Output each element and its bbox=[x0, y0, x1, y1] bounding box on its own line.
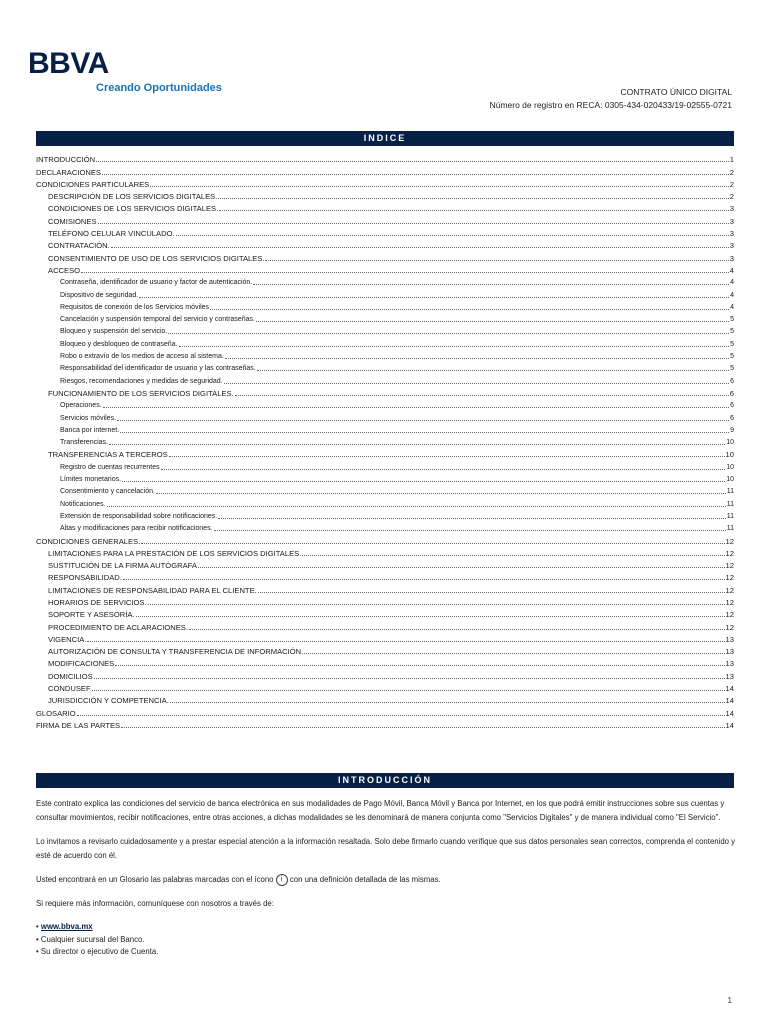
toc-leader-dots bbox=[120, 431, 729, 433]
toc-entry-page: 11 bbox=[726, 500, 734, 508]
toc-leader-dots bbox=[117, 419, 729, 421]
toc-entry[interactable] bbox=[36, 214, 734, 226]
toc-entry-title: Bloqueo y desbloqueo de contraseña. bbox=[60, 340, 178, 348]
index-title-bar: INDICE bbox=[36, 131, 734, 146]
toc-entry-title: Riesgos, recomendaciones y medidas de seguridad. bbox=[60, 377, 223, 385]
toc-entry[interactable] bbox=[36, 190, 734, 202]
toc-entry-title: Dispositivo de seguridad. bbox=[60, 291, 139, 299]
toc-entry-page: 12 bbox=[725, 585, 734, 595]
toc-entry-page: 13 bbox=[725, 647, 734, 657]
toc-leader-dots bbox=[115, 664, 724, 666]
page-number: 1 bbox=[727, 996, 732, 1005]
toc-entry[interactable] bbox=[36, 657, 734, 669]
toc-entry-page: 14 bbox=[725, 696, 734, 706]
toc-leader-dots bbox=[168, 332, 729, 334]
toc-entry-title: TRANSFERENCIAS A TERCEROS bbox=[48, 450, 168, 460]
toc-entry-title: CONDICIONES PARTICULARES bbox=[36, 179, 150, 189]
toc-entry[interactable] bbox=[36, 473, 734, 485]
toc-entry[interactable] bbox=[36, 559, 734, 571]
toc-entry[interactable] bbox=[36, 633, 734, 645]
toc-entry-title: CONDUSEF bbox=[48, 684, 91, 694]
logo-wordmark: BBVA bbox=[28, 47, 109, 80]
toc-entry-title: DOMICILIOS bbox=[48, 671, 93, 681]
toc-entry-page: 2 bbox=[729, 179, 734, 189]
toc-entry[interactable] bbox=[36, 387, 734, 399]
toc-entry-page: 3 bbox=[729, 241, 734, 251]
toc-entry-title: HORARIOS DE SERVICIOS. bbox=[48, 597, 147, 607]
toc-entry-title: Requisitos de conexión de los Servicios móviles bbox=[60, 303, 210, 311]
toc-entry[interactable] bbox=[36, 436, 734, 448]
toc-leader-dots bbox=[98, 222, 729, 224]
toc-entry-title: CONSENTIMIENTO DE USO DE LOS SERVICIOS DIGITALES. bbox=[48, 253, 265, 263]
toc-entry-title: COMISIONES bbox=[48, 216, 97, 226]
toc-entry[interactable] bbox=[36, 276, 734, 288]
toc-entry-page: 13 bbox=[725, 671, 734, 681]
toc-entry[interactable] bbox=[36, 399, 734, 411]
toc-leader-dots bbox=[265, 259, 728, 261]
toc-leader-dots bbox=[156, 492, 726, 494]
toc-leader-dots bbox=[219, 209, 729, 211]
toc-entry[interactable] bbox=[36, 669, 734, 681]
toc-entry-title: MODIFICACIONES bbox=[48, 659, 115, 669]
toc-leader-dots bbox=[141, 542, 724, 544]
toc-entry-page: 13 bbox=[725, 659, 734, 669]
toc-entry-title: Responsabilidad del identificador de usuario y las contraseñas. bbox=[60, 365, 256, 373]
toc-entry-title: CONDICIONES GENERALES. bbox=[36, 536, 141, 546]
toc-entry-page: 4 bbox=[730, 303, 734, 311]
toc-entry[interactable] bbox=[36, 337, 734, 349]
toc-entry-title: DESCRIPCIÓN DE LOS SERVICIOS DIGITALES. bbox=[48, 192, 218, 202]
toc-entry[interactable] bbox=[36, 620, 734, 632]
toc-leader-dots bbox=[225, 357, 729, 359]
contact-item: • Su director o ejecutivo de Cuenta. bbox=[36, 947, 159, 956]
toc-entry-page: 5 bbox=[730, 328, 734, 336]
toc-entry-page: 5 bbox=[730, 316, 734, 324]
toc-leader-dots bbox=[96, 160, 729, 162]
toc-entry-page: 4 bbox=[730, 279, 734, 287]
toc-entry-page: 14 bbox=[725, 720, 734, 730]
toc-entry-page: 6 bbox=[730, 377, 734, 385]
toc-entry-title: ACCESO bbox=[48, 265, 81, 275]
toc-entry-page: 12 bbox=[725, 622, 734, 632]
toc-leader-dots bbox=[111, 246, 729, 248]
toc-entry-title: FIRMA DE LAS PARTES bbox=[36, 720, 121, 730]
toc-entry-page: 12 bbox=[725, 548, 734, 558]
toc-entry[interactable] bbox=[36, 264, 734, 276]
toc-entry-page: 10 bbox=[725, 450, 734, 460]
toc-entry[interactable] bbox=[36, 522, 734, 534]
toc-entry-page: 3 bbox=[729, 216, 734, 226]
toc-entry[interactable] bbox=[36, 497, 734, 509]
toc-entry-title: DECLARACIONES bbox=[36, 167, 101, 177]
toc-entry[interactable] bbox=[36, 460, 734, 472]
toc-entry-page: 6 bbox=[730, 402, 734, 410]
toc-entry-page: 12 bbox=[725, 597, 734, 607]
toc-entry-page: 6 bbox=[729, 388, 734, 398]
toc-entry[interactable] bbox=[36, 325, 734, 337]
toc-entry-page: 11 bbox=[726, 525, 734, 533]
toc-entry-title: Cancelación y suspensión temporal del servicio y contraseñas. bbox=[60, 316, 255, 324]
toc-entry-page: 3 bbox=[729, 253, 734, 263]
toc-entry-title: TELÉFONO CELULAR VINCULADO. bbox=[48, 229, 175, 239]
toc-entry[interactable] bbox=[36, 706, 734, 718]
toc-entry-title: Extensión de responsabilidad sobre notificaciones. bbox=[60, 512, 218, 520]
toc-entry-page: 5 bbox=[730, 353, 734, 361]
toc-entry-page: 9 bbox=[730, 426, 734, 434]
toc-entry[interactable] bbox=[36, 301, 734, 313]
toc-leader-dots bbox=[253, 283, 729, 285]
toc-leader-dots bbox=[179, 345, 730, 347]
toc-leader-dots bbox=[257, 369, 729, 371]
toc-leader-dots bbox=[169, 455, 725, 457]
toc-entry-title: Consentimiento y cancelación. bbox=[60, 488, 155, 496]
toc-leader-dots bbox=[235, 394, 729, 396]
toc-entry-page: 12 bbox=[725, 610, 734, 620]
toc-leader-dots bbox=[150, 185, 729, 187]
toc-entry[interactable] bbox=[36, 608, 734, 620]
toc-leader-dots bbox=[139, 296, 729, 298]
toc-entry[interactable] bbox=[36, 202, 734, 214]
toc-entry-page: 12 bbox=[725, 536, 734, 546]
toc-entry[interactable] bbox=[36, 227, 734, 239]
toc-entry[interactable] bbox=[36, 645, 734, 657]
introduction-title-bar: INTRODUCCIÓN bbox=[36, 773, 734, 788]
toc-leader-dots bbox=[210, 308, 729, 310]
toc-entry-page: 12 bbox=[725, 561, 734, 571]
toc-entry-page: 3 bbox=[729, 229, 734, 239]
toc-leader-dots bbox=[214, 529, 726, 531]
glossary-text-end: con una definición detallada de las mismas. bbox=[289, 875, 441, 884]
toc-leader-dots bbox=[109, 443, 725, 445]
toc-leader-dots bbox=[218, 197, 728, 199]
toc-entry[interactable] bbox=[36, 288, 734, 300]
website-link[interactable]: www.bbva.mx bbox=[40, 922, 93, 931]
toc-entry[interactable] bbox=[36, 374, 734, 386]
info-icon: i bbox=[276, 874, 288, 886]
logo-tagline: Creando Oportunidades bbox=[96, 82, 222, 94]
contact-item[interactable]: • www.bbva.mx bbox=[36, 922, 93, 931]
toc-entry[interactable] bbox=[36, 719, 734, 731]
toc-entry-page: 11 bbox=[726, 512, 734, 520]
toc-entry-title: CONTRATACIÓN. bbox=[48, 241, 110, 251]
toc-leader-dots bbox=[218, 517, 726, 519]
toc-entry-title: RESPONSABILIDAD. bbox=[48, 573, 122, 583]
toc-leader-dots bbox=[170, 701, 725, 703]
toc-entry-title: LIMITACIONES PARA LA PRESTACIÓN DE LOS SERVICIOS DIGITALES. bbox=[48, 548, 302, 558]
toc-entry[interactable] bbox=[36, 153, 734, 165]
toc-entry[interactable] bbox=[36, 534, 734, 546]
toc-entry-page: 6 bbox=[730, 414, 734, 422]
toc-leader-dots bbox=[123, 578, 725, 580]
toc-entry[interactable] bbox=[36, 313, 734, 325]
intro-paragraph-1: Este contrato explica las condiciones del servicio de banca electrónica en sus modalidades de Pago Móvil, Banca Móvil y Banca por Internet, en los que podrá emitir instrucciones sobre sus cuentas y consultar movimientos, recibir notificaciones, entre otras acciones, a dichas modalidades se les denominará de manera conjunta como "Servicios Digitales" y de manera individual como "El Servicio". bbox=[36, 799, 725, 822]
contact-director: Su director o ejecutivo de Cuenta. bbox=[40, 947, 159, 956]
toc-leader-dots bbox=[176, 234, 729, 236]
toc-leader-dots bbox=[198, 566, 725, 568]
toc-entry-page: 1 bbox=[729, 155, 734, 165]
toc-leader-dots bbox=[92, 689, 725, 691]
toc-entry-title: Bloqueo y suspensión del servicio. bbox=[60, 328, 168, 336]
bbva-logo bbox=[28, 48, 222, 94]
toc-leader-dots bbox=[189, 628, 725, 630]
toc-entry-title: Banca por internet. bbox=[60, 426, 120, 434]
toc-leader-dots bbox=[161, 468, 726, 470]
toc-entry[interactable] bbox=[36, 424, 734, 436]
toc-leader-dots bbox=[103, 406, 729, 408]
toc-entry-title: Límites monetarios. bbox=[60, 476, 122, 484]
toc-entry[interactable] bbox=[36, 694, 734, 706]
glossary-text-start: Usted encontrará en un Glosario las palabras marcadas con el ícono bbox=[36, 875, 274, 884]
toc-entry-page: 4 bbox=[729, 265, 734, 275]
toc-entry-title: LIMITACIONES DE RESPONSABILIDAD PARA EL CLIENTE. bbox=[48, 585, 257, 595]
toc-entry-title: Contraseña, identificador de usuario y factor de autenticación. bbox=[60, 279, 253, 287]
toc-leader-dots bbox=[148, 603, 725, 605]
intro-paragraph-3 bbox=[36, 873, 736, 887]
toc-entry[interactable] bbox=[36, 251, 734, 263]
contract-title: CONTRATO ÚNICO DIGITAL bbox=[620, 87, 732, 97]
contact-list bbox=[36, 921, 736, 959]
toc-entry-page: 14 bbox=[725, 684, 734, 694]
toc-entry-title: GLOSARIO bbox=[36, 708, 76, 718]
table-of-contents bbox=[36, 153, 734, 731]
toc-leader-dots bbox=[107, 505, 726, 507]
toc-leader-dots bbox=[102, 173, 729, 175]
toc-entry[interactable] bbox=[36, 448, 734, 460]
toc-entry-title: CONDICIONES DE LOS SERVICIOS DIGITALES. bbox=[48, 204, 219, 214]
toc-entry-title: Operaciones. bbox=[60, 402, 102, 410]
toc-entry-title: VIGENCIA. bbox=[48, 634, 87, 644]
toc-leader-dots bbox=[136, 615, 725, 617]
toc-leader-dots bbox=[304, 652, 724, 654]
intro-paragraph-2: Lo invitamos a revisarlo cuidadosamente y a prestar especial atención a la información resaltada. Solo debe firmarlo cuando verifique que sus datos personales sean correctos, comprenda el contenido y esté de acuerdo con él. bbox=[36, 837, 736, 860]
contact-branch: Cualquier sucursal del Banco. bbox=[40, 934, 145, 944]
toc-leader-dots bbox=[77, 714, 725, 716]
intro-paragraph-4: Si requiere más información, comuníquese con nosotros a través de: bbox=[36, 899, 274, 908]
toc-entry[interactable] bbox=[36, 596, 734, 608]
toc-entry-title: PROCEDIMIENTO DE ACLARACIONES. bbox=[48, 622, 188, 632]
toc-entry-page: 11 bbox=[726, 488, 734, 496]
toc-entry-page: 13 bbox=[725, 634, 734, 644]
toc-entry[interactable] bbox=[36, 583, 734, 595]
toc-entry[interactable] bbox=[36, 571, 734, 583]
toc-entry-page: 5 bbox=[730, 340, 734, 348]
contact-item: • Cualquier sucursal del Banco. bbox=[36, 934, 145, 944]
toc-leader-dots bbox=[87, 640, 724, 642]
toc-entry-title: Notificaciones. bbox=[60, 500, 106, 508]
introduction-section bbox=[36, 797, 736, 959]
toc-entry[interactable] bbox=[36, 239, 734, 251]
toc-entry-title: Transferencias. bbox=[60, 439, 108, 447]
toc-leader-dots bbox=[302, 554, 724, 556]
toc-leader-dots bbox=[258, 591, 725, 593]
toc-entry-title: INTRODUCCIÓN bbox=[36, 155, 96, 165]
toc-entry-title: Robo o extravío de los medios de acceso al sistema. bbox=[60, 353, 224, 361]
toc-leader-dots bbox=[94, 677, 725, 679]
toc-entry-title: AUTORIZACIÓN DE CONSULTA Y TRANSFERENCIA DE INFORMACIÓN. bbox=[48, 647, 304, 657]
toc-entry[interactable] bbox=[36, 547, 734, 559]
toc-entry[interactable] bbox=[36, 411, 734, 423]
toc-leader-dots bbox=[122, 480, 725, 482]
toc-entry-page: 10 bbox=[726, 439, 734, 447]
toc-entry-page: 2 bbox=[729, 167, 734, 177]
toc-entry[interactable] bbox=[36, 682, 734, 694]
contract-header bbox=[490, 86, 732, 112]
toc-entry[interactable] bbox=[36, 485, 734, 497]
toc-entry-page: 12 bbox=[725, 573, 734, 583]
toc-entry[interactable] bbox=[36, 362, 734, 374]
toc-entry-title: JURISDICCIÓN Y COMPETENCIA. bbox=[48, 696, 169, 706]
toc-entry-page: 10 bbox=[726, 476, 734, 484]
toc-leader-dots bbox=[224, 382, 729, 384]
toc-entry[interactable] bbox=[36, 510, 734, 522]
toc-leader-dots bbox=[121, 726, 724, 728]
toc-leader-dots bbox=[256, 320, 729, 322]
toc-entry[interactable] bbox=[36, 350, 734, 362]
toc-entry-title: SOPORTE Y ASESORÍA. bbox=[48, 610, 135, 620]
toc-entry-title: Altas y modificaciones para recibir notificaciones. bbox=[60, 525, 213, 533]
toc-entry-title: FUNCIONAMIENTO DE LOS SERVICIOS DIGITALES. bbox=[48, 388, 234, 398]
toc-entry-page: 5 bbox=[730, 365, 734, 373]
toc-entry[interactable] bbox=[36, 165, 734, 177]
toc-entry-page: 3 bbox=[729, 204, 734, 214]
toc-entry-page: 2 bbox=[729, 192, 734, 202]
registration-number: Número de registro en RECA: 0305-434-020433/19-02555-0721 bbox=[489, 100, 732, 110]
toc-entry[interactable] bbox=[36, 178, 734, 190]
toc-entry-page: 10 bbox=[726, 463, 734, 471]
toc-entry-title: SUSTITUCIÓN DE LA FIRMA AUTÓGRAFA bbox=[48, 561, 197, 571]
toc-entry-page: 4 bbox=[730, 291, 734, 299]
toc-entry-title: Registro de cuentas recurrentes bbox=[60, 463, 160, 471]
toc-entry-page: 14 bbox=[725, 708, 734, 718]
toc-entry-title: Servicios móviles. bbox=[60, 414, 117, 422]
toc-leader-dots bbox=[81, 271, 729, 273]
